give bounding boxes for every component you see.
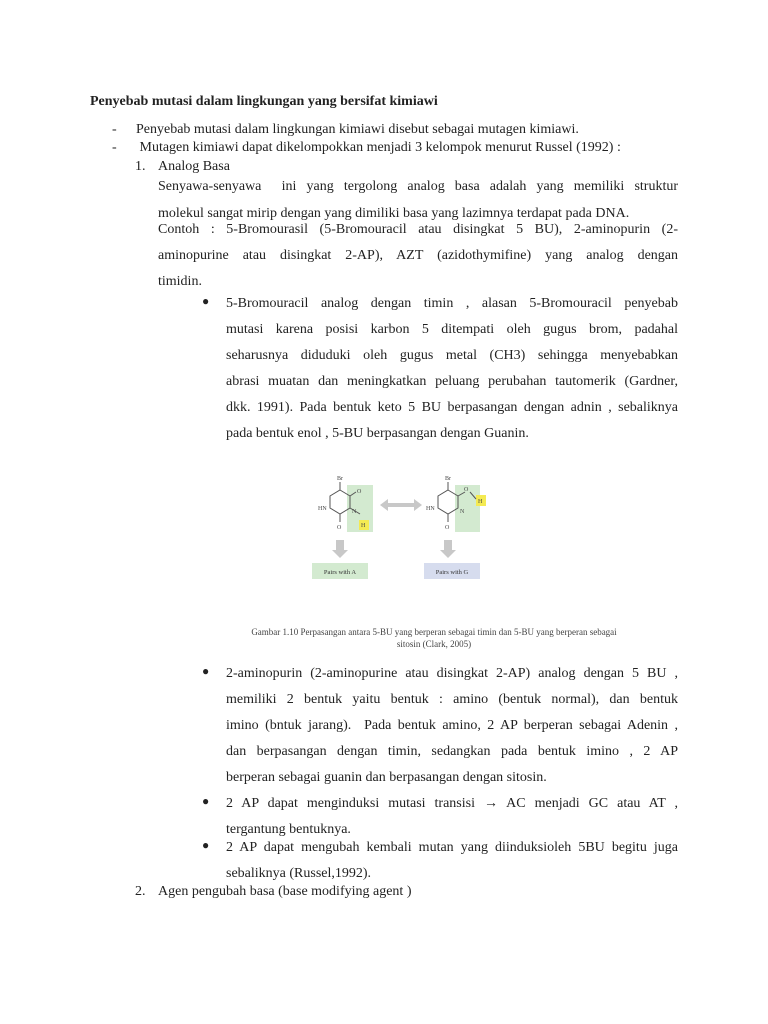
caption-line: Gambar 1.10 Perpasangan antara 5-BU yang berperan sebagai timin dan 5-BU yang berperan sebagai: [251, 627, 617, 637]
numbered-item-title: Agen pengubah basa (base modifying agent ): [158, 884, 412, 899]
bullet-line: seharusnya diduduki oleh gugus metal (CH3) sehingga menyebabkan: [226, 348, 678, 363]
pairs-with-a-label: Pairs with A: [323, 569, 357, 576]
bullet-text: [226, 838, 678, 890]
numbered-item-2: [135, 884, 411, 900]
h-label: H: [361, 523, 366, 529]
bullet-line: dan berpasangan dengan timin, sedangkan pada bentuk imino , 2 AP: [226, 744, 678, 759]
n-label: N: [352, 509, 357, 515]
bullet-dot: ●: [202, 294, 210, 308]
pairs-with-g-label: Pairs with G: [435, 569, 469, 576]
bullet-line: 2-aminopurin (2-aminopurine atau disingkat 2-AP) analog dengan 5 BU ,: [226, 666, 678, 681]
hn-label: HN: [426, 506, 435, 512]
hn-label: HN: [318, 506, 327, 512]
bullet-line: imino (bntuk jarang). Pada bentuk amino, 2 AP berperan sebagai Adenin ,: [226, 718, 678, 733]
paragraph-line: aminopurine atau disingkat 2-AP), AZT (azidothymifine) yang analog dengan: [158, 248, 678, 263]
o-label: O: [464, 487, 469, 493]
o-label: O: [357, 489, 362, 495]
bullet-line: 5-Bromouracil analog dengan timin , alasan 5-Bromouracil penyebab: [226, 296, 678, 311]
paragraph-line: molekul sangat mirip dengan yang dimiliki basa yang lazimnya terdapat pada DNA.: [158, 206, 630, 221]
dash-item-text: Mutagen kimiawi dapat dikelompokkan menjadi 3 kelompok menurut Russel (1992) :: [136, 140, 621, 155]
bullet-line: 2 AP dapat mengubah kembali mutan yang diinduksioleh 5BU begitu juga: [226, 840, 678, 855]
paragraph-line: Contoh : 5-Bromourasil (5-Bromouracil atau disingkat 5 BU), 2-aminopurin (2-: [158, 222, 678, 237]
caption-line: sitosin (Clark, 2005): [396, 639, 472, 649]
bullet-text: [226, 664, 678, 794]
number-marker: 1.: [135, 159, 146, 174]
section-heading: Penyebab mutasi dalam lingkungan yang bersifat kimiawi: [90, 94, 438, 109]
paragraph-examples: [158, 220, 678, 298]
br-label: Br: [445, 476, 451, 482]
bullet-line: 2 AP dapat menginduksi mutasi transisi → AC menjadi GC atau AT ,: [226, 796, 678, 811]
dash-marker: -: [112, 140, 117, 155]
dash-marker: -: [112, 122, 117, 137]
bullet-line: abrasi muatan dan meningkatkan peluang perubahan tautomerik (Gardner,: [226, 374, 678, 389]
bullet-text: [226, 294, 678, 450]
paragraph-line: Senyawa-senyawa ini yang tergolong analog basa adalah yang memiliki struktur: [158, 179, 678, 194]
paragraph-definition: [158, 177, 678, 224]
bullet-line: dkk. 1991). Pada bentuk keto 5 BU berpasangan dengan adnin , sebaliknya: [226, 400, 678, 415]
dash-item-text: Penyebab mutasi dalam lingkungan kimiawi disebut sebagai mutagen kimiawi.: [136, 122, 579, 137]
bullet-line: sebaliknya (Russel,1992).: [226, 866, 372, 881]
h-label: H: [478, 499, 483, 505]
down-arrow-right: [440, 540, 456, 558]
bullet-line: berperan sebagai guanin dan berpasangan dengan sitosin.: [226, 770, 547, 785]
figure-caption: [226, 626, 642, 650]
bullet-dot: ●: [202, 794, 210, 808]
bullet-line: mutasi karena posisi karbon 5 ditempati oleh gugus brom, padahal: [226, 322, 678, 337]
tautomer-figure: [310, 470, 500, 585]
bullet-line: tergantung bentuknya.: [226, 822, 351, 837]
o-label: O: [337, 525, 342, 531]
bullet-dot: ●: [202, 838, 210, 852]
bullet-line: pada bentuk enol , 5-BU berpasangan dengan Guanin.: [226, 426, 529, 441]
equilibrium-arrow: [380, 499, 422, 511]
numbered-item-1: [135, 159, 230, 175]
dash-item-1: [112, 122, 579, 138]
o-label: O: [445, 525, 450, 531]
n-label: N: [460, 509, 465, 515]
bullet-line: memiliki 2 bentuk yaitu bentuk : amino (bentuk normal), dan bentuk: [226, 692, 678, 707]
numbered-item-title: Analog Basa: [158, 159, 230, 174]
br-label: Br: [337, 476, 343, 482]
paragraph-line: timidin.: [158, 274, 202, 289]
down-arrow-left: [332, 540, 348, 558]
bullet-dot: ●: [202, 664, 210, 678]
dash-item-2: [112, 140, 621, 156]
number-marker: 2.: [135, 884, 146, 899]
